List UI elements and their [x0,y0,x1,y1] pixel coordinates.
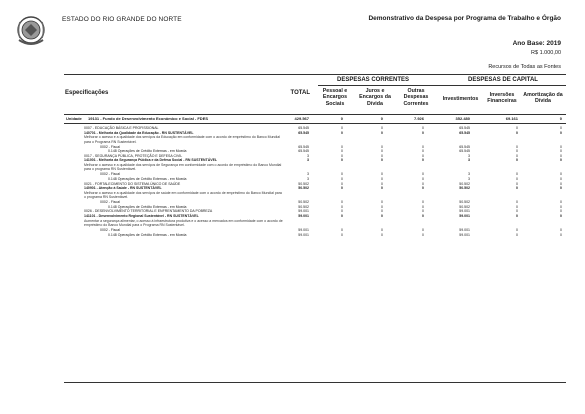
row-total: 3 [307,158,309,163]
row-pessoal: 0 [341,186,343,191]
row-outras: 0 [422,144,424,149]
row-amortizacao: 0 [560,158,562,163]
row-description: 141101 - Desenvolvimento Regional Sustentável - RN SUSTENTÁVEL [84,214,199,218]
row-total: 3 [307,172,309,177]
row-investimentos: 50.502 [459,204,470,209]
row-juros: 0 [381,214,383,218]
row-inversoes: 0 [516,209,518,214]
row-description: 140901 - Atenção à Saúde - RN SUSTENTÁVEL [84,186,162,191]
row-amortizacao: 0 [560,181,562,186]
row-inversoes: 0 [516,130,518,135]
row-total: 3 [307,177,309,181]
header-rule-group [318,85,566,86]
row-outras: 0 [422,158,424,163]
row-amortizacao: 0 [560,214,562,218]
row-juros: 0 [381,181,383,186]
row-outras: 0 [422,130,424,135]
unit-inversoes: 69.161 [505,116,518,121]
row-juros: 0 [381,130,383,135]
row-total: 59.001 [298,214,309,218]
unit-pessoal: 0 [340,116,343,121]
row-description: 0002 - Fiscal [100,200,121,205]
row-outras: 0 [422,232,424,237]
group-despesas-capital: DESPESAS DE CAPITAL [468,77,538,83]
unit-label: Unidade [66,116,82,121]
row-pessoal: 0 [341,172,343,177]
row-investimentos: 50.502 [459,186,470,191]
column-inversoes: Inversões Financeiras [487,92,517,105]
row-amortizacao: 0 [560,204,562,209]
row-investimentos: 65.545 [459,126,470,130]
column-especificacoes: Especificações [65,90,109,96]
base-year: Ano Base: 2019 [512,40,561,47]
column-pessoal: Pessoal e Encargos Sociais [322,88,348,107]
unit-row-rule [64,123,566,124]
row-amortizacao: 0 [560,172,562,177]
column-amortizacao: Amortização da Dívida [523,92,563,105]
row-total: 50.502 [298,204,309,209]
row-description: 141001 - Melhoria da Segurança Pública e da Defesa Social - RN SUSTENTÁVEL [84,158,218,163]
row-pessoal: 0 [341,149,343,154]
row-description: 0.148 Operações de Crédito Externas - em Moeda [108,204,187,209]
row-total: 50.502 [298,186,309,191]
row-outras: 0 [422,177,424,181]
header-rule-bottom [64,114,566,115]
row-outras: 0 [422,126,424,130]
row-investimentos: 59.001 [459,232,470,237]
row-pessoal: 0 [341,228,343,232]
unit-amortizacao: 0 [559,116,562,121]
row-amortizacao: 0 [560,209,562,214]
row-total: 3 [307,153,309,158]
program-description: Melhorar o acesso e a qualidade dos serviços de saúde em conformidade com o acordo de empréstimo do Banco Mundial para o programa RN Sustentável. [84,190,282,200]
row-total: 50.502 [298,200,309,205]
row-outras: 0 [422,186,424,191]
row-inversoes: 0 [516,181,518,186]
row-amortizacao: 0 [560,153,562,158]
row-description: 0021 - FORTALECIMENTO DO SISTEMA ÚNICO DE SAÚDE [84,181,181,186]
row-investimentos: 3 [468,177,470,181]
unit-desc: 19131 - Fundo de Desenvolvimento Econômico e Social - FDES [88,116,209,121]
row-pessoal: 0 [341,158,343,163]
row-juros: 0 [381,177,383,181]
row-pessoal: 0 [341,130,343,135]
row-description: 0026 - DESENVOLVIMENTO TERRITORIAL E ENFRENTAMENTO DA POBREZA [84,209,213,214]
row-amortizacao: 0 [560,126,562,130]
row-outras: 0 [422,153,424,158]
column-investimentos: Investimentos [442,96,479,102]
row-inversoes: 0 [516,200,518,205]
row-outras: 0 [422,214,424,218]
row-pessoal: 0 [341,144,343,149]
row-pessoal: 0 [341,209,343,214]
row-investimentos: 3 [468,153,470,158]
row-amortizacao: 0 [560,177,562,181]
row-juros: 0 [381,186,383,191]
row-outras: 0 [422,204,424,209]
row-juros: 0 [381,158,383,163]
row-total: 65.545 [298,126,309,130]
row-pessoal: 0 [341,126,343,130]
header-rule-top [64,74,566,75]
column-total: TOTAL [290,90,310,96]
row-outras: 0 [422,172,424,177]
unit-investimentos: 352.480 [455,116,470,121]
row-outras: 0 [422,228,424,232]
row-description: 0.148 Operações de Crédito Externas - em Moeda [108,149,187,154]
row-investimentos: 59.001 [459,214,470,218]
row-inversoes: 0 [516,186,518,191]
row-total: 59.001 [298,209,309,214]
row-inversoes: 0 [516,144,518,149]
row-outras: 0 [422,209,424,214]
row-juros: 0 [381,204,383,209]
row-outras: 0 [422,181,424,186]
program-description: Aumentar a segurança alimentar, o acesso à infraestrutura produtiva e o acesso a mercados em conformidade com o acordo de empréstimo do Banco Mundial para o Programa RN Sustentável. [84,218,283,227]
row-investimentos: 3 [468,172,470,177]
row-investimentos: 50.502 [459,181,470,186]
row-amortizacao: 0 [560,200,562,205]
row-total: 65.545 [298,149,309,154]
column-juros: Juros e Encargos da Dívida [359,88,391,107]
row-outras: 0 [422,200,424,205]
row-description: 0002 - Fiscal [100,228,121,232]
row-juros: 0 [381,232,383,237]
currency-units: R$ 1.000,00 [531,50,561,56]
row-inversoes: 0 [516,177,518,181]
row-pessoal: 0 [341,153,343,158]
row-description: 0002 - Fiscal [100,144,121,149]
row-amortizacao: 0 [560,149,562,154]
row-inversoes: 0 [516,126,518,130]
row-inversoes: 0 [516,232,518,237]
row-investimentos: 59.001 [459,228,470,232]
row-juros: 0 [381,228,383,232]
unit-juros: 0 [380,116,383,121]
row-investimentos: 65.545 [459,144,470,149]
document-title: Demonstrativo da Despesa por Programa de Trabalho e Órgão [368,15,561,22]
row-juros: 0 [381,153,383,158]
row-total: 59.001 [298,228,309,232]
row-investimentos: 65.545 [459,149,470,154]
row-juros: 0 [381,172,383,177]
row-investimentos: 65.545 [459,130,470,135]
row-amortizacao: 0 [560,186,562,191]
row-total: 65.545 [298,144,309,149]
row-inversoes: 0 [516,153,518,158]
row-description: 0.148 Operações de Crédito Externas - em Moeda [108,232,187,237]
unit-outras: 7.926 [413,116,424,121]
group-despesas-correntes: DESPESAS CORRENTES [336,77,409,83]
row-investimentos: 50.502 [459,200,470,205]
row-inversoes: 0 [516,149,518,154]
row-juros: 0 [381,209,383,214]
row-juros: 0 [381,126,383,130]
program-description: Melhorar o acesso e a qualidade dos serviços de Segurança em conformidade com o acordo de empréstimo do Banco Mundial para o programa RN Sustentável. [84,163,282,172]
row-pessoal: 0 [341,200,343,205]
row-amortizacao: 0 [560,232,562,237]
row-pessoal: 0 [341,232,343,237]
row-outras: 0 [422,149,424,154]
row-investimentos: 3 [468,158,470,163]
row-inversoes: 0 [516,204,518,209]
state-coat-of-arms-icon [15,14,47,48]
row-investimentos: 59.001 [459,209,470,214]
row-total: 65.545 [298,130,309,135]
row-inversoes: 0 [516,214,518,218]
row-pessoal: 0 [341,214,343,218]
row-description: 0007 - EDUCAÇÃO BÁSICA E PROFISSIONAL [84,126,159,130]
row-inversoes: 0 [516,158,518,163]
row-juros: 0 [381,200,383,205]
row-inversoes: 0 [516,228,518,232]
row-juros: 0 [381,144,383,149]
row-pessoal: 0 [341,204,343,209]
row-description: 0017 - SEGURANÇA PÚBLICA, PROTEÇÃO E DEFESA CIVIL [84,153,183,158]
row-amortizacao: 0 [560,228,562,232]
row-description: 140701 - Melhoria da Qualidade da Educação - RN SUSTENTÁVEL [84,130,194,135]
state-name: ESTADO DO RIO GRANDE DO NORTE [62,16,182,23]
row-description: 0002 - Fiscal [100,172,121,177]
row-pessoal: 0 [341,177,343,181]
row-amortizacao: 0 [560,130,562,135]
row-description: 0.148 Operações de Crédito Externas - em Moeda [108,177,187,181]
resources-label: Recursos de Todas as Fontes [488,64,561,70]
row-total: 59.001 [298,232,309,237]
row-total: 50.502 [298,181,309,186]
program-description: Melhorar o acesso e a qualidade dos serviços da Educação em conformidade com o acordo de empréstimo do Banco Mundial para o Programa RN Sustentável. [84,135,280,144]
row-inversoes: 0 [516,172,518,177]
unit-total: 429.567 [294,116,309,121]
row-pessoal: 0 [341,181,343,186]
row-juros: 0 [381,149,383,154]
footer-rule [64,382,566,383]
column-outras: Outras Despesas Correntes [403,88,429,107]
row-amortizacao: 0 [560,144,562,149]
